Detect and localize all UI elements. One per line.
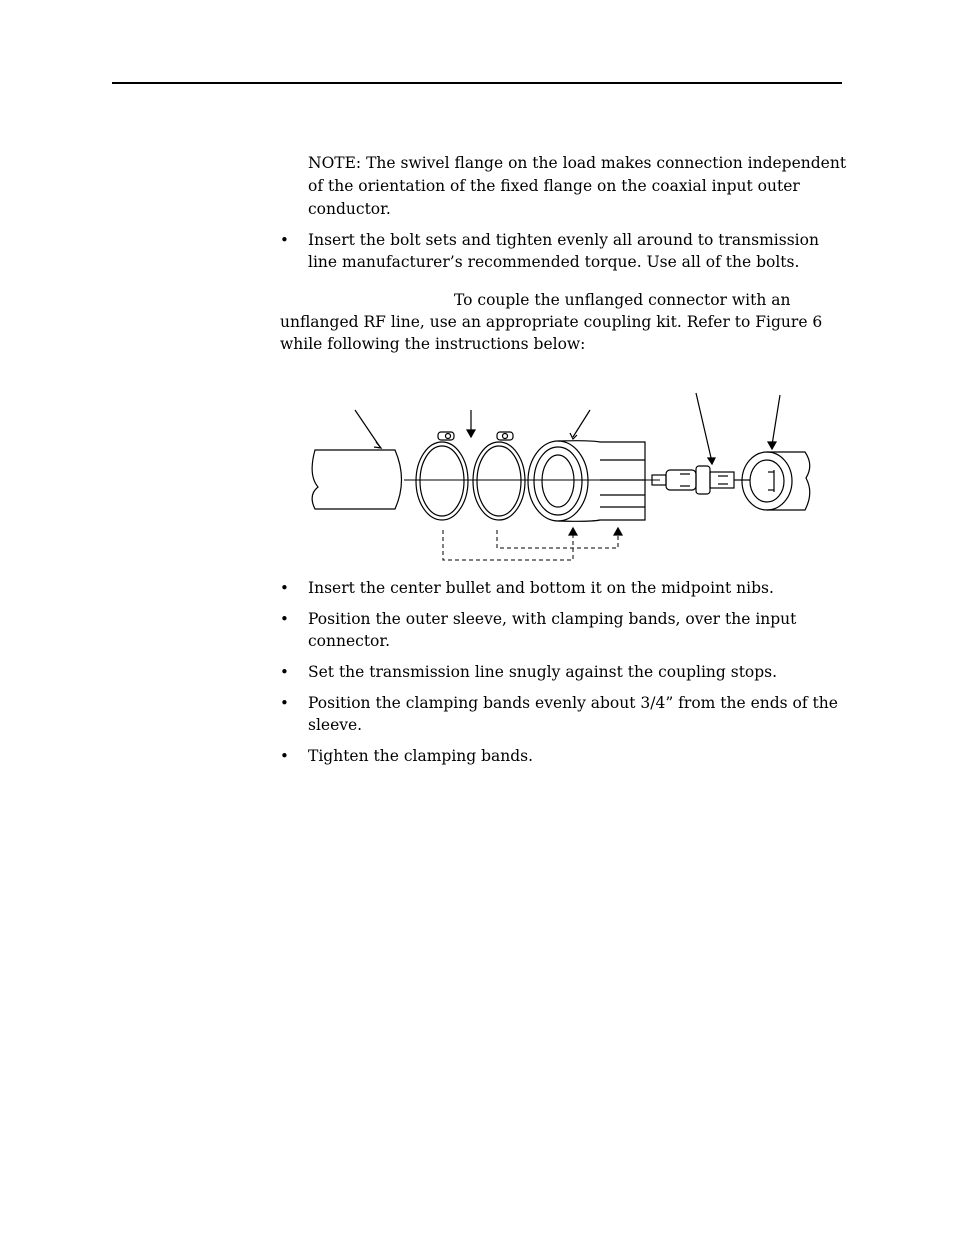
list-item-text: Insert the bolt sets and tighten evenly all around to transmission line manufacturer’s recommended torque. Use all of the bolts. [308,231,819,271]
arrow-icon [374,442,381,448]
arrow-icon [569,528,577,535]
bullet-icon: • [280,610,289,628]
arrow-icon [467,430,475,437]
leader-line [772,395,780,445]
list-item [280,577,845,599]
center-bullet [652,466,750,494]
arrow-icon [768,442,776,449]
note-text: NOTE: The swivel flange on the load makes connection independent of the orientation of the fixed flange on the coaxial input outer conductor. [308,154,847,218]
header-rule [112,82,842,84]
dashed-callouts [443,530,618,560]
clamping-band-1 [416,432,468,520]
input-connector [742,452,810,510]
bullet-icon: • [280,231,289,249]
list-item [280,745,845,767]
leader-line [355,410,380,447]
list-item-text: Position the outer sleeve, with clamping bands, over the input connector. [308,610,797,650]
transmission-line [312,450,401,509]
coupling-kit-diagram [300,390,820,570]
clamping-band-2 [473,432,525,520]
list-item-text: Position the clamping bands evenly about 3/4” from the ends of the sleeve. [308,694,838,734]
leader-line [573,410,590,437]
arrow-icon [708,458,715,464]
list-item [280,661,845,683]
bullet-icon: • [280,579,289,597]
list-item [280,608,845,652]
list-item [280,692,845,736]
list-item-text: Tighten the clamping bands. [308,747,534,765]
list-item [280,229,845,273]
bullet-icon: • [280,663,289,681]
instruction-paragraph [280,289,845,355]
bullet-icon: • [280,694,289,712]
arrow-icon [614,528,622,535]
bullet-icon: • [280,747,289,765]
leader-line [696,393,712,462]
paragraph-text: To couple the unflanged connector with an unflanged RF line, use an appropriate coupling kit. Refer to Figure 6 while following the instructions below: [280,291,823,353]
list-item-text: Set the transmission line snugly against the coupling stops. [308,663,778,681]
outer-sleeve [528,441,645,522]
list-item-text: Insert the center bullet and bottom it on the midpoint nibs. [308,579,774,597]
